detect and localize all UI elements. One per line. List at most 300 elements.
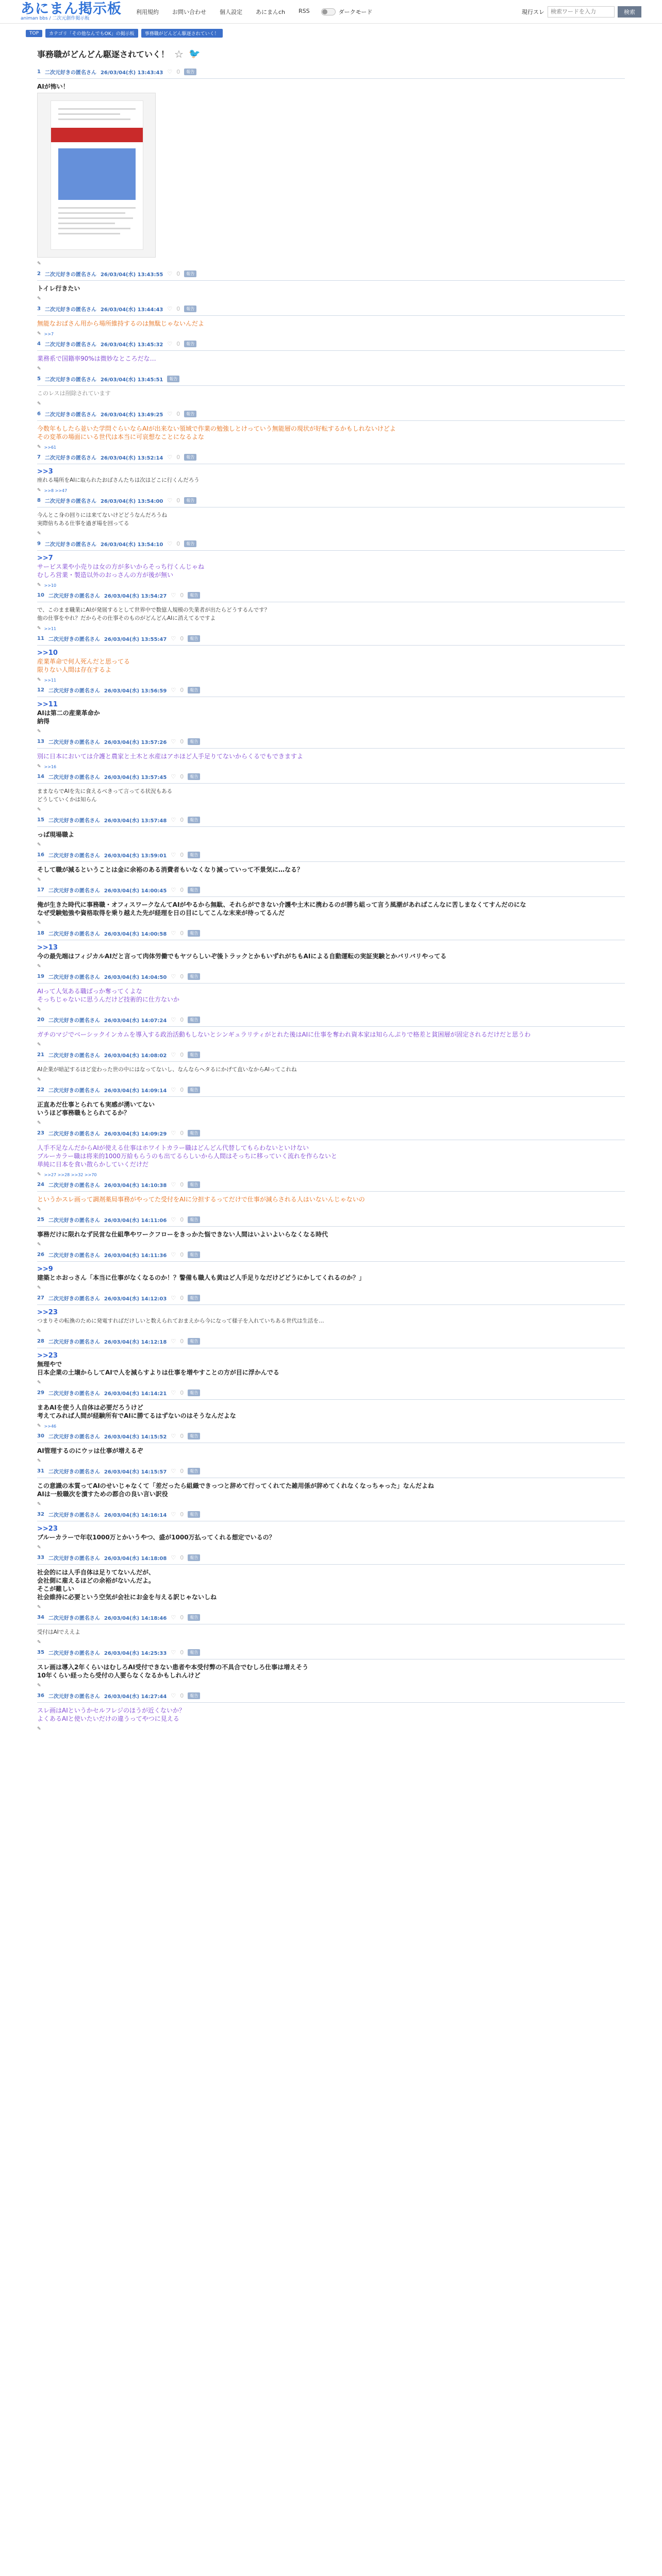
report-button[interactable]: 報告: [188, 1692, 200, 1699]
like-count: 0: [180, 1130, 184, 1137]
post-date: 26/03/04(水) 14:00:58: [104, 931, 167, 937]
reply-pen-icon[interactable]: ✎: [37, 445, 41, 450]
reply-pen-icon[interactable]: ✎: [37, 1640, 41, 1645]
post-body: [37, 646, 625, 674]
report-button[interactable]: 報告: [188, 1433, 200, 1439]
like-count: 0: [180, 1016, 184, 1023]
like-heart-icon[interactable]: ♡: [171, 1251, 176, 1258]
post-author: 二次元好きの匿名さん: [44, 272, 96, 278]
reply-pen-icon[interactable]: ✎: [37, 583, 41, 588]
post-number[interactable]: 14: [37, 774, 44, 779]
post-text-line: その変革の場面にいる世代は本当に可哀想なことになるよな: [37, 433, 205, 440]
report-button[interactable]: 報告: [167, 376, 179, 382]
reply-pen-icon[interactable]: ✎: [37, 1077, 41, 1082]
report-button[interactable]: 報告: [188, 1511, 200, 1518]
post-date: 26/03/04(水) 14:08:02: [104, 1053, 167, 1059]
post-date: 26/03/04(水) 13:56:59: [104, 688, 167, 694]
post-text-line: AI企業が暗記するほど変わった世の中にはなってないし、なんならヘタるにかげて直いなからAIってこれね: [37, 1066, 297, 1073]
post-footer: [37, 1458, 625, 1464]
report-button[interactable]: 報告: [184, 341, 196, 347]
post-footer: [37, 261, 625, 267]
post-number[interactable]: 31: [37, 1468, 44, 1474]
like-heart-icon[interactable]: ♡: [171, 1087, 176, 1093]
post-number[interactable]: 28: [37, 1338, 44, 1344]
post-text-line: AI管理するのにウッは仕事が増えるぞ: [37, 1447, 143, 1454]
nav-settings[interactable]: 個人設定: [220, 8, 242, 15]
reply-pen-icon[interactable]: ✎: [37, 677, 41, 683]
report-button[interactable]: 報告: [184, 69, 196, 75]
like-count: 0: [176, 411, 180, 417]
post-date: 26/03/04(水) 14:10:38: [104, 1183, 167, 1189]
nav-animanch[interactable]: あにまんch: [256, 8, 286, 15]
document-image-icon: [51, 100, 143, 250]
favorite-star-icon[interactable]: ☆: [174, 47, 184, 60]
post-item: [27, 302, 635, 337]
dark-mode-toggle[interactable]: [321, 8, 336, 15]
reply-pen-icon[interactable]: ✎: [37, 1007, 41, 1012]
post-item: [27, 494, 635, 537]
nav-rss[interactable]: RSS: [299, 7, 310, 14]
post-date: 26/03/04(水) 14:15:52: [104, 1434, 167, 1440]
post-author: 二次元好きの匿名さん: [48, 975, 100, 980]
post-date: 26/03/04(水) 13:57:26: [104, 740, 167, 745]
reply-pen-icon[interactable]: ✎: [37, 1605, 41, 1610]
post-author: 二次元好きの匿名さん: [48, 1651, 100, 1656]
post-body: [37, 1521, 625, 1541]
post-header: [37, 735, 625, 749]
post-footer: [37, 1380, 625, 1386]
like-heart-icon[interactable]: ♡: [171, 1295, 176, 1301]
breadcrumb-thread[interactable]: 事務職がどんどん駆逐されていく！: [141, 29, 223, 38]
post-number[interactable]: 10: [37, 592, 44, 598]
like-heart-icon[interactable]: ♡: [167, 497, 173, 504]
reply-pen-icon[interactable]: ✎: [37, 729, 41, 734]
reply-pen-icon[interactable]: ✎: [37, 921, 41, 926]
post-author: 二次元好きの匿名さん: [48, 1053, 100, 1059]
post-item: [27, 1178, 635, 1213]
reply-pen-icon[interactable]: ✎: [37, 296, 41, 301]
post-author: 二次元好きの匿名さん: [44, 499, 96, 504]
report-button[interactable]: 報告: [188, 973, 200, 980]
post-item: [27, 1126, 635, 1178]
like-heart-icon[interactable]: ♡: [171, 1338, 176, 1345]
report-button[interactable]: 報告: [188, 1468, 200, 1475]
like-heart-icon[interactable]: ♡: [167, 341, 173, 347]
like-count: 0: [176, 540, 180, 547]
post-number[interactable]: 13: [37, 739, 44, 744]
post-footer: [37, 1285, 625, 1291]
report-button[interactable]: 報告: [188, 1338, 200, 1345]
reply-pen-icon[interactable]: ✎: [37, 1726, 41, 1732]
post-date: 26/03/04(水) 14:25:33: [104, 1651, 167, 1656]
reply-pen-icon[interactable]: ✎: [37, 626, 41, 631]
post-author: 二次元好きの匿名さん: [44, 542, 96, 548]
post-number[interactable]: 35: [37, 1650, 44, 1655]
reply-pen-icon[interactable]: ✎: [37, 488, 41, 493]
reply-pen-icon[interactable]: ✎: [37, 964, 41, 969]
twitter-share-icon[interactable]: 🐦: [188, 48, 201, 59]
dark-mode-label: ダークモード: [338, 8, 373, 15]
report-button[interactable]: 報告: [188, 1130, 200, 1137]
post-author: 二次元好きの匿名さん: [44, 70, 96, 76]
nav-terms[interactable]: 利用規約: [136, 8, 159, 15]
post-item: [27, 632, 635, 683]
report-button[interactable]: 報告: [188, 1251, 200, 1258]
report-button[interactable]: 報告: [188, 592, 200, 599]
post-number[interactable]: 2: [37, 271, 41, 277]
post-header: [37, 1689, 625, 1703]
reply-pen-icon[interactable]: ✎: [37, 1121, 41, 1126]
post-author: 二次元好きの匿名さん: [44, 377, 96, 383]
reply-links[interactable]: >>8 >>47: [44, 488, 68, 493]
like-count: 0: [180, 773, 184, 780]
reply-pen-icon[interactable]: ✎: [37, 261, 41, 266]
header-nav: [136, 8, 310, 16]
post-number[interactable]: 21: [37, 1052, 44, 1058]
reply-pen-icon[interactable]: ✎: [37, 1042, 41, 1047]
site-logo[interactable]: [21, 2, 122, 22]
post-footer: [37, 444, 625, 450]
post-text-line: サービス業や小売りは女の方が多いからそっち行くんじゃね: [37, 563, 205, 570]
post-footer: [37, 625, 625, 632]
post-date: 26/03/04(水) 14:09:14: [104, 1088, 167, 1094]
like-heart-icon[interactable]: ♡: [171, 1433, 176, 1439]
reply-links[interactable]: >>61: [44, 445, 57, 450]
reply-pen-icon[interactable]: ✎: [37, 1172, 41, 1177]
post-text-line: 業務系で国籍率90%は微妙なところだな…: [37, 355, 156, 362]
like-heart-icon[interactable]: ♡: [171, 592, 176, 599]
post-author: 二次元好きの匿名さん: [48, 1131, 100, 1137]
post-body: [37, 421, 625, 441]
like-heart-icon[interactable]: ♡: [171, 973, 176, 980]
like-heart-icon[interactable]: ♡: [171, 930, 176, 937]
post-item: [27, 1611, 635, 1646]
post-date: 26/03/04(水) 13:57:48: [104, 818, 167, 824]
reply-pen-icon[interactable]: ✎: [37, 401, 41, 406]
like-heart-icon[interactable]: ♡: [167, 306, 173, 312]
like-heart-icon[interactable]: ♡: [171, 1554, 176, 1561]
post-text-line: 産業革命で何人死んだと思ってる: [37, 658, 130, 665]
like-heart-icon[interactable]: ♡: [171, 852, 176, 858]
post-date: 26/03/04(水) 13:43:55: [100, 272, 163, 278]
like-heart-icon[interactable]: ♡: [167, 540, 173, 547]
like-heart-icon[interactable]: ♡: [167, 411, 173, 417]
post-date: 26/03/04(水) 13:54:00: [100, 499, 163, 504]
post-author: 二次元好きの匿名さん: [44, 455, 96, 461]
post-date: 26/03/04(水) 14:14:21: [104, 1391, 167, 1397]
post-text-line: 実際倍ちある仕事を過ぎ場を回ってる: [37, 520, 129, 527]
post-number[interactable]: 3: [37, 306, 41, 312]
post-footer: [37, 1120, 625, 1126]
post-footer: [37, 877, 625, 883]
report-button[interactable]: 報告: [188, 738, 200, 745]
post-number[interactable]: 32: [37, 1512, 44, 1517]
reply-pen-icon[interactable]: ✎: [37, 877, 41, 883]
post-text-line: 建築とホおっさん「本当に仕事がなくなるのか！？警備も職人も黄はど人手足りなだけどどうにかしてくれるのか？」: [37, 1274, 366, 1281]
post-footer: [37, 1683, 625, 1689]
post-item: [27, 970, 635, 1013]
like-count: 0: [176, 69, 180, 75]
reply-pen-icon[interactable]: ✎: [37, 331, 41, 336]
post-text-line: で、このまま職業にAIが発展するとして世界中で数億人規模の失業者が出たらどうするんです？: [37, 607, 270, 613]
post-text-line: 今の最先端はフィジカルAIだと言って肉体労働でもヤツらしいぞ後トラックとかもいずれがちもAIによる自動運転の実証実験とかバリバリやってる: [37, 953, 446, 960]
reply-pen-icon[interactable]: ✎: [37, 842, 41, 848]
breadcrumb-top[interactable]: TOP: [26, 30, 42, 37]
post-number[interactable]: 12: [37, 687, 44, 693]
post-number[interactable]: 27: [37, 1295, 44, 1301]
post-header: [37, 770, 625, 784]
reply-links[interactable]: >>11: [44, 677, 57, 683]
like-heart-icon[interactable]: ♡: [171, 1052, 176, 1058]
search-button[interactable]: 検索: [618, 6, 641, 18]
report-button[interactable]: 報告: [188, 1389, 200, 1396]
reply-links[interactable]: >>27 >>28 >>32 >>70: [44, 1172, 97, 1177]
reply-pen-icon[interactable]: ✎: [37, 1683, 41, 1688]
like-heart-icon[interactable]: ♡: [171, 1181, 176, 1188]
like-heart-icon[interactable]: ♡: [171, 1649, 176, 1656]
report-button[interactable]: 報告: [188, 1016, 200, 1023]
like-count: 0: [180, 1216, 184, 1223]
thread-title: 事務職がどんどん駆逐されていく！: [37, 49, 170, 59]
post-number[interactable]: 34: [37, 1615, 44, 1620]
post-body: [37, 1062, 625, 1074]
reply-links[interactable]: >>46: [44, 1423, 57, 1429]
post-footer: [37, 1604, 625, 1611]
search-bar: [522, 6, 641, 18]
post-text-line[interactable]: >>23: [37, 1309, 58, 1316]
post-text-line[interactable]: >>10: [37, 649, 58, 657]
reply-pen-icon[interactable]: ✎: [37, 1423, 41, 1429]
post-number[interactable]: 23: [37, 1130, 44, 1136]
post-footer: [37, 1328, 625, 1334]
like-heart-icon[interactable]: ♡: [171, 1389, 176, 1396]
post-author: 二次元好きの匿名さん: [48, 1513, 100, 1518]
report-button[interactable]: 報告: [188, 1181, 200, 1188]
report-button[interactable]: 報告: [188, 1614, 200, 1621]
post-item: [27, 735, 635, 770]
report-button[interactable]: 報告: [184, 497, 196, 504]
like-count: 0: [176, 454, 180, 461]
reply-pen-icon[interactable]: ✎: [37, 1329, 41, 1334]
post-number[interactable]: 11: [37, 636, 44, 641]
post-text-line[interactable]: >>7: [37, 554, 53, 562]
post-header: [37, 407, 625, 421]
post-number[interactable]: 18: [37, 930, 44, 936]
post-footer: [37, 1207, 625, 1213]
like-count: 0: [180, 1554, 184, 1561]
report-button[interactable]: 報告: [188, 1052, 200, 1058]
post-text-line[interactable]: >>11: [37, 701, 58, 708]
post-item: [27, 1551, 635, 1611]
report-button[interactable]: 報告: [188, 773, 200, 780]
like-count: 0: [180, 1614, 184, 1621]
post-author: 二次元好きの匿名さん: [48, 1469, 100, 1475]
breadcrumb: [0, 24, 662, 41]
post-number[interactable]: 1: [37, 69, 41, 75]
post-item: [27, 372, 635, 407]
post-body: [37, 1624, 625, 1636]
report-button[interactable]: 報告: [188, 817, 200, 823]
post-number[interactable]: 30: [37, 1433, 44, 1439]
like-count: 0: [180, 852, 184, 858]
post-number[interactable]: 33: [37, 1555, 44, 1561]
report-button[interactable]: 報告: [184, 411, 196, 417]
report-button[interactable]: 報告: [184, 540, 196, 547]
post-footer: [37, 764, 625, 770]
post-number[interactable]: 17: [37, 887, 44, 893]
post-text-line[interactable]: >>23: [37, 1525, 58, 1533]
post-header: [37, 1013, 625, 1027]
report-button[interactable]: 報告: [188, 887, 200, 893]
post-header: [37, 632, 625, 646]
post-text-line: よくあるAIと使いたいだけの違うってやつに見える: [37, 1715, 179, 1722]
like-heart-icon[interactable]: ♡: [171, 773, 176, 780]
post-footer: [37, 401, 625, 407]
post-number[interactable]: 25: [37, 1217, 44, 1223]
breadcrumb-category[interactable]: カテゴリ「その他なんでもOK」の掲示板: [45, 29, 138, 38]
reply-pen-icon[interactable]: ✎: [37, 1285, 41, 1291]
post-author: 二次元好きの匿名さん: [48, 1018, 100, 1024]
like-heart-icon[interactable]: ♡: [171, 817, 176, 823]
post-number[interactable]: 24: [37, 1182, 44, 1188]
post-item: [27, 267, 635, 302]
reply-pen-icon[interactable]: ✎: [37, 531, 41, 536]
post-number[interactable]: 6: [37, 411, 41, 417]
post-item: [27, 1248, 635, 1291]
post-number[interactable]: 5: [37, 376, 41, 382]
post-number[interactable]: 20: [37, 1017, 44, 1023]
report-button[interactable]: 報告: [188, 1087, 200, 1093]
reply-pen-icon[interactable]: ✎: [37, 807, 41, 812]
like-heart-icon[interactable]: ♡: [171, 1216, 176, 1223]
post-number[interactable]: 16: [37, 852, 44, 858]
post-text-line[interactable]: >>23: [37, 1352, 58, 1360]
report-button[interactable]: 報告: [188, 852, 200, 858]
post-author: 二次元好きの匿名さん: [48, 1694, 100, 1700]
reply-links[interactable]: >>11: [44, 626, 57, 631]
reply-links[interactable]: >>16: [44, 764, 57, 769]
post-number[interactable]: 22: [37, 1087, 44, 1093]
post-header: [37, 813, 625, 827]
like-heart-icon[interactable]: ♡: [171, 1130, 176, 1137]
post-text-line: トイレ行きたい: [37, 285, 80, 292]
like-heart-icon[interactable]: ♡: [171, 687, 176, 693]
post-number[interactable]: 36: [37, 1693, 44, 1699]
like-heart-icon[interactable]: ♡: [171, 635, 176, 642]
post-text-line: いうほど事務職もとられてるか？: [37, 1109, 130, 1116]
like-heart-icon[interactable]: ♡: [171, 1511, 176, 1518]
post-number[interactable]: 29: [37, 1390, 44, 1396]
post-number[interactable]: 7: [37, 454, 41, 460]
nav-contact[interactable]: お問い合わせ: [172, 8, 206, 15]
post-author: 二次元好きの匿名さん: [48, 1556, 100, 1562]
report-button[interactable]: 報告: [184, 270, 196, 277]
like-heart-icon[interactable]: ♡: [171, 738, 176, 745]
reply-pen-icon[interactable]: ✎: [37, 1207, 41, 1212]
post-author: 二次元好きの匿名さん: [48, 931, 100, 937]
post-text-line[interactable]: >>3: [37, 468, 53, 476]
like-heart-icon[interactable]: ♡: [167, 270, 173, 277]
report-button[interactable]: 報告: [184, 306, 196, 312]
report-button[interactable]: 報告: [188, 930, 200, 937]
report-button[interactable]: 報告: [184, 454, 196, 461]
reply-pen-icon[interactable]: ✎: [37, 1242, 41, 1247]
post-author: 二次元好きの匿名さん: [48, 1616, 100, 1621]
like-count: 0: [180, 1338, 184, 1345]
post-number[interactable]: 26: [37, 1252, 44, 1258]
post-date: 26/03/04(水) 14:07:24: [104, 1018, 167, 1024]
post-item: [27, 537, 635, 588]
post-body: [37, 940, 625, 960]
like-heart-icon[interactable]: ♡: [171, 887, 176, 893]
post-text-line: 無理やで: [37, 1361, 62, 1368]
post-text-line: AIが怖い！: [37, 83, 69, 90]
report-button[interactable]: 報告: [188, 1295, 200, 1301]
search-scope-select[interactable]: 現行スレ: [522, 8, 544, 15]
post-number[interactable]: 15: [37, 817, 44, 823]
post-number[interactable]: 4: [37, 341, 41, 347]
reply-pen-icon[interactable]: ✎: [37, 1459, 41, 1464]
post-date: 26/03/04(水) 14:12:03: [104, 1296, 167, 1302]
search-input[interactable]: [548, 6, 615, 18]
post-text-line[interactable]: >>13: [37, 944, 58, 952]
reply-pen-icon[interactable]: ✎: [37, 1545, 41, 1550]
post-number[interactable]: 19: [37, 974, 44, 979]
reply-links[interactable]: >>7: [44, 331, 54, 336]
report-button[interactable]: 報告: [188, 687, 200, 693]
like-count: 0: [176, 270, 180, 277]
like-heart-icon[interactable]: ♡: [167, 454, 173, 461]
like-count: 0: [180, 1295, 184, 1301]
reply-pen-icon[interactable]: ✎: [37, 764, 41, 769]
report-button[interactable]: 報告: [188, 1216, 200, 1223]
post-number[interactable]: 8: [37, 498, 41, 503]
post-author: 二次元好きの匿名さん: [48, 1296, 100, 1302]
post-header: [37, 848, 625, 862]
post-image[interactable]: [37, 93, 156, 258]
post-number[interactable]: 9: [37, 541, 41, 547]
post-footer: [37, 1501, 625, 1507]
post-body: [37, 351, 625, 363]
reply-links[interactable]: >>10: [44, 583, 57, 588]
post-footer: [37, 1423, 625, 1429]
report-button[interactable]: 報告: [188, 1649, 200, 1656]
like-heart-icon[interactable]: ♡: [171, 1614, 176, 1621]
post-text-line[interactable]: >>9: [37, 1265, 53, 1273]
like-heart-icon[interactable]: ♡: [171, 1692, 176, 1699]
like-heart-icon[interactable]: ♡: [171, 1016, 176, 1023]
report-button[interactable]: 報告: [188, 1554, 200, 1561]
post-body: [37, 1703, 625, 1723]
post-text-line: 日本企業の土壌からしてAIで人を減らすよりは仕事を増やすことの方が目に浮かんでる: [37, 1369, 279, 1376]
report-button[interactable]: 報告: [188, 635, 200, 642]
reply-pen-icon[interactable]: ✎: [37, 366, 41, 371]
logo-subtitle: animan bbs / 二次元創作掲示板: [21, 15, 90, 21]
post-footer: [37, 1077, 625, 1083]
post-author: 二次元好きの匿名さん: [44, 307, 96, 313]
post-text-line: この意識の本質ってAIのせいじゃなくて「差だったら組織できっつと辞めて行ってくれてた雑用係が辞めてくれなくなっちゃった」なんだよね: [37, 1482, 434, 1489]
like-heart-icon[interactable]: ♡: [167, 69, 173, 75]
like-heart-icon[interactable]: ♡: [171, 1468, 176, 1475]
post-body: [37, 79, 625, 258]
reply-pen-icon[interactable]: ✎: [37, 1502, 41, 1507]
like-count: 0: [180, 1251, 184, 1258]
post-header: [37, 537, 625, 551]
like-count: 0: [180, 592, 184, 599]
reply-pen-icon[interactable]: ✎: [37, 1380, 41, 1385]
post-footer: [37, 296, 625, 302]
post-body: [37, 784, 625, 804]
